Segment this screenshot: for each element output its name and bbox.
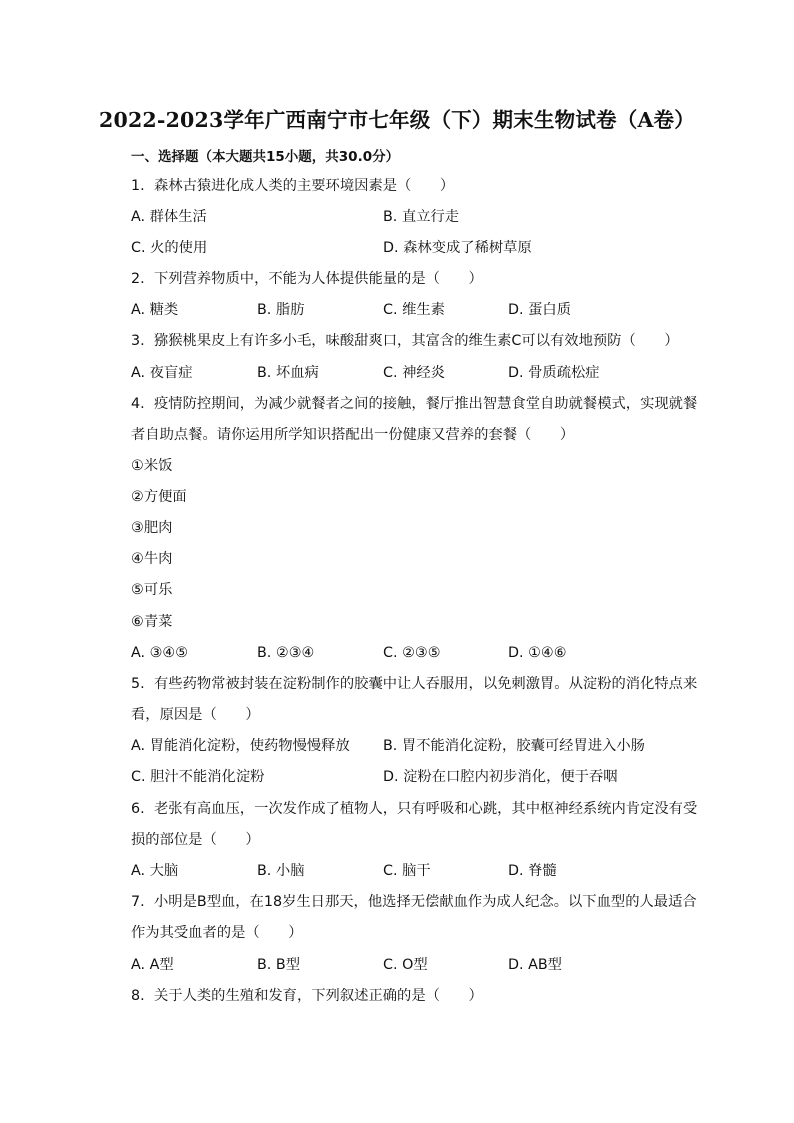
q7-option-d[interactable]: D. AB型: [508, 957, 562, 973]
q4-option-a[interactable]: A. ③④⑤: [131, 645, 189, 661]
q1-option-c[interactable]: C. 火的使用: [131, 240, 208, 256]
q5-options-row-2: [131, 768, 731, 786]
question-text: 关于人类的生殖和发育，下列叙述正确的是（ ）: [154, 988, 483, 1004]
q5-option-b[interactable]: B. 胃不能消化淀粉，胶囊可经胃进入小肠: [383, 738, 645, 754]
q6-option-d[interactable]: D. 脊髓: [508, 863, 557, 879]
q4-options-row: [131, 644, 731, 662]
q1-option-b[interactable]: B. 直立行走: [383, 209, 460, 225]
q3-option-d[interactable]: D. 骨质疏松症: [508, 365, 600, 381]
question-text-line-1: 老张有高血压，一次发作成了植物人，只有呼吸和心跳，其中枢神经系统内肯定没有受: [154, 801, 698, 817]
question-text-line-1: 小明是B型血，在18岁生日那天，他选择无偿献血作为成人纪念。以下血型的人最适合: [154, 894, 697, 910]
q4-item-5: ⑤可乐: [131, 582, 173, 598]
question-4-line-2: 者自助点餐。请你运用所学知识搭配出一份健康又营养的套餐（ ）: [131, 427, 575, 443]
question-6: [131, 800, 697, 818]
question-number: 2.: [131, 271, 145, 287]
question-text: 森林古猿进化成人类的主要环境因素是（ ）: [154, 178, 455, 194]
q1-options-row-2: [131, 239, 731, 257]
q4-option-c[interactable]: C. ②③⑤: [383, 645, 441, 661]
q3-options-row: [131, 364, 731, 382]
q7-option-a[interactable]: A. A型: [131, 957, 174, 973]
question-3: [131, 332, 679, 350]
q2-options-row: [131, 301, 731, 319]
q4-item-4: ④牛肉: [131, 551, 173, 567]
q5-option-c[interactable]: C. 胆汁不能消化淀粉: [131, 769, 265, 785]
question-number: 3.: [131, 333, 145, 349]
question-number: 1.: [131, 178, 145, 194]
question-text: 下列营养物质中，不能为人体提供能量的是（ ）: [154, 271, 483, 287]
q4-item-6: ⑥青菜: [131, 614, 173, 630]
q6-option-a[interactable]: A. 大脑: [131, 863, 179, 879]
q7-option-c[interactable]: C. O型: [383, 957, 428, 973]
question-7-line-2: 作为其受血者的是（ ）: [131, 925, 303, 941]
question-1: [131, 177, 454, 195]
q7-option-b[interactable]: B. B型: [257, 957, 301, 973]
q4-option-b[interactable]: B. ②③④: [257, 645, 315, 661]
q2-option-a[interactable]: A. 糖类: [131, 302, 179, 318]
q4-item-3: ③肥肉: [131, 520, 173, 536]
question-number: 4.: [131, 396, 145, 412]
q1-option-d[interactable]: D. 森林变成了稀树草原: [383, 240, 532, 256]
q4-option-d[interactable]: D. ①④⑥: [508, 645, 567, 661]
q5-options-row-1: [131, 737, 731, 755]
q4-item-1: ①米饭: [131, 458, 173, 474]
question-7: [131, 893, 697, 911]
q3-option-c[interactable]: C. 神经炎: [383, 365, 445, 381]
question-8: [131, 987, 483, 1005]
q3-option-b[interactable]: B. 坏血病: [257, 365, 319, 381]
question-text: 猕猴桃果皮上有许多小毛，味酸甜爽口，其富含的维生素C可以有效地预防（ ）: [154, 333, 679, 349]
question-text-line-1: 疫情防控期间，为减少就餐者之间的接触，餐厅推出智慧食堂自助就餐模式，实现就餐: [154, 396, 698, 412]
question-number: 8.: [131, 988, 145, 1004]
section-heading: 一、选择题（本大题共15小题，共30.0分）: [131, 149, 400, 165]
q3-option-a[interactable]: A. 夜盲症: [131, 365, 193, 381]
question-5: [131, 675, 697, 693]
q1-option-a[interactable]: A. 群体生活: [131, 209, 207, 225]
q7-options-row: [131, 956, 731, 974]
q2-option-d[interactable]: D. 蛋白质: [508, 302, 571, 318]
question-number: 6.: [131, 801, 145, 817]
q6-option-b[interactable]: B. 小脑: [257, 863, 305, 879]
question-number: 7.: [131, 894, 145, 910]
question-2: [131, 270, 483, 288]
q5-option-a[interactable]: A. 胃能消化淀粉，使药物慢慢释放: [131, 738, 350, 754]
question-5-line-2: 看，原因是（ ）: [131, 707, 260, 723]
q5-option-d[interactable]: D. 淀粉在口腔内初步消化，便于吞咽: [383, 769, 618, 785]
q6-option-c[interactable]: C. 脑干: [383, 863, 431, 879]
q4-item-2: ②方便面: [131, 489, 187, 505]
question-6-line-2: 损的部位是（ ）: [131, 832, 260, 848]
q2-option-b[interactable]: B. 脂肪: [257, 302, 305, 318]
question-text-line-1: 有些药物常被封装在淀粉制作的胶囊中让人吞服用，以免刺激胃。从淀粉的消化特点来: [154, 676, 698, 692]
q2-option-c[interactable]: C. 维生素: [383, 302, 445, 318]
question-4: [131, 395, 697, 413]
exam-title: 2022-2023学年广西南宁市七年级（下）期末生物试卷（A卷）: [99, 108, 695, 132]
question-number: 5.: [131, 676, 145, 692]
q6-options-row: [131, 862, 731, 880]
q1-options-row-1: [131, 208, 731, 226]
